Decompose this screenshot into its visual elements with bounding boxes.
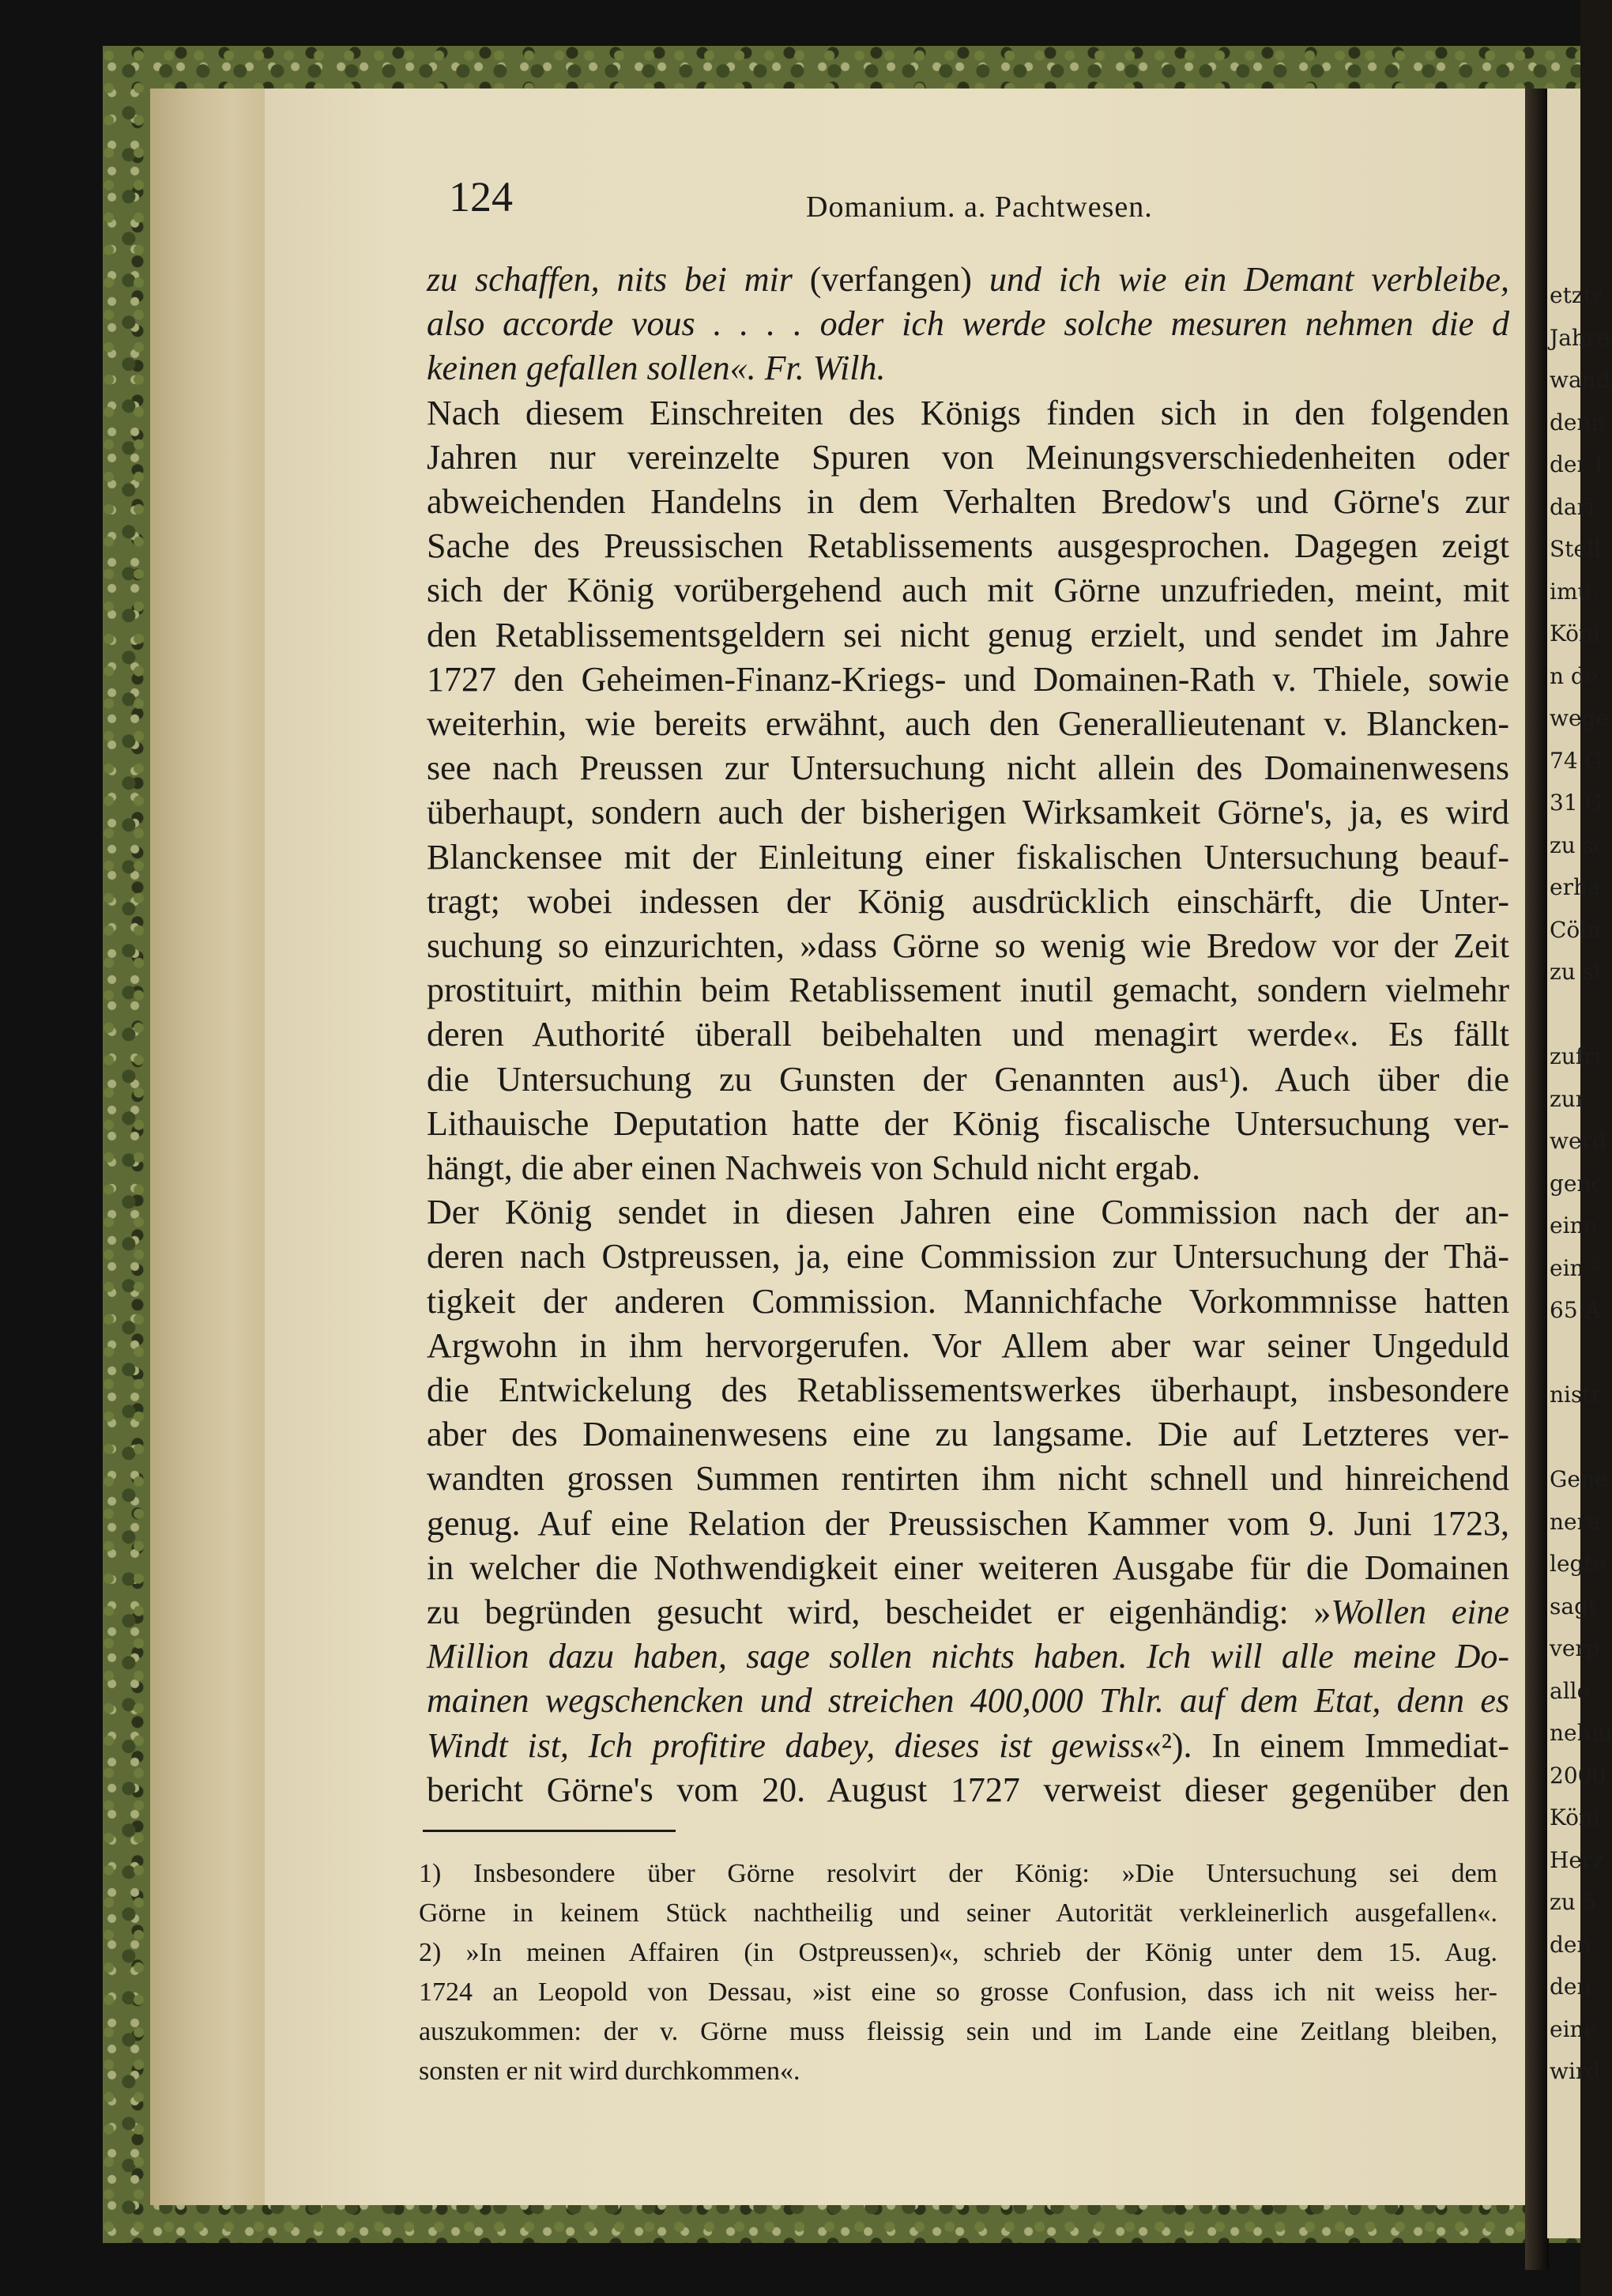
- footnote-line: 1) Insbesondere über Görne resolvirt der König: »Die Untersuchung sei dem: [419, 1859, 1497, 1888]
- text-segment: see nach Preussen zur Untersuchung nicht allein des Domainenwesens: [427, 748, 1509, 788]
- facing-page-fragment: erha: [1550, 874, 1601, 900]
- body-line: [427, 615, 1509, 655]
- facing-page-fragment: zu sc: [1550, 831, 1606, 858]
- text-segment: überhaupt, sondern auch der bisherigen Wirksamkeit Görne's, ja, es wird: [427, 793, 1509, 832]
- facing-page-fragment: der I: [1550, 451, 1603, 477]
- facing-page-fragment: den: [1550, 1931, 1591, 1958]
- footnotes: [419, 1859, 1497, 2120]
- body-line: [427, 1103, 1509, 1144]
- body-line: [427, 748, 1509, 788]
- italic-quote-segment: mainen wegschencken und streichen 400,000 Thlr. auf dem Etat, denn es: [427, 1681, 1509, 1721]
- text-segment: Sache des Preussischen Retablissements ausgesprochen. Dagegen zeigt: [427, 526, 1509, 566]
- text-segment: Lithauische Deputation hatte der König fiscalische Untersuchung ver-: [427, 1103, 1509, 1143]
- body-line: [427, 1458, 1509, 1499]
- body-line: [427, 1503, 1509, 1544]
- text-segment: in welcher die Nothwendigkeit einer weiteren Ausgabe für die Domainen: [427, 1548, 1509, 1587]
- body-text: [427, 259, 1509, 1808]
- facing-page-fragment: zu st: [1550, 959, 1603, 985]
- facing-page-fragment: denn: [1550, 409, 1606, 435]
- footnote-line: 1724 an Leopold von Dessau, »ist eine so grosse Confusion, dass ich nit weiss her-: [419, 1977, 1497, 2007]
- footnote-line: sonsten er nit wird durchkommen«.: [419, 2057, 800, 2086]
- body-line: [427, 526, 1509, 566]
- body-line: [427, 703, 1509, 744]
- facing-page-fragment: alle: [1550, 1677, 1591, 1704]
- text-segment: tigkeit der anderen Commission. Mannichfache Vorkommnisse hatten: [427, 1281, 1509, 1321]
- facing-page-fragment: etztz: [1550, 282, 1604, 308]
- text-segment: (verfangen): [809, 260, 989, 299]
- text-segment: Jahren nur vereinzelte Spuren von Meinungsverschiedenheiten oder: [427, 437, 1509, 477]
- body-line: [427, 481, 1509, 522]
- text-segment: den Retablissementsgeldern sei nicht genug erzielt, und sendet im Jahre: [427, 615, 1509, 654]
- body-line: [427, 259, 1509, 300]
- body-line: [427, 1192, 1509, 1232]
- text-segment: weiterhin, wie bereits erwähnt, auch den Generallieutenant v. Blancken-: [427, 704, 1509, 743]
- italic-quote-segment: und ich wie ein Demant verbleibe,: [989, 260, 1510, 299]
- text-segment: «²). In einem Immediat-: [1143, 1725, 1509, 1765]
- body-line: [427, 1592, 1509, 1632]
- facing-page-fragment: zufri: [1550, 1043, 1602, 1069]
- facing-page-fragment: n de: [1550, 662, 1599, 689]
- text-segment: Argwohn in ihm hervorgerufen. Vor Allem aber war seiner Ungeduld: [427, 1325, 1509, 1365]
- facing-page-fragment: Cöln: [1550, 916, 1602, 943]
- facing-page-fragment: 65 A: [1550, 1297, 1601, 1323]
- text-segment: genug. Auf eine Relation der Preussischen Kammer vom 9. Juni 1723,: [427, 1503, 1509, 1543]
- text-segment: 1727 den Geheimen-Finanz-Kriegs- und Domainen-Rath v. Thiele, sowie: [427, 659, 1509, 699]
- text-segment: abweichenden Handelns in dem Verhalten Bredow's und Görne's zur: [427, 482, 1509, 521]
- body-line: [427, 1370, 1509, 1410]
- italic-quote-segment: Wollen eine: [1331, 1593, 1510, 1631]
- facing-page-fragment: Gene: [1550, 1466, 1608, 1492]
- body-line: [427, 1636, 1509, 1676]
- footnote-line: 2) »In meinen Affairen (in Ostpreussen)«, schrieb der König unter dem 15. Aug.: [419, 1938, 1497, 1967]
- facing-page-fragment: sagt: [1550, 1593, 1598, 1619]
- italic-quote-segment: Million dazu haben, sage sollen nichts haben. Ich will alle meine Do-: [427, 1637, 1509, 1676]
- italic-quote-segment: Windt ist, Ich profitire dabey, dieses ist gewiss: [427, 1725, 1144, 1765]
- facing-page-fragment: 74 G: [1550, 747, 1603, 774]
- body-line: [427, 1014, 1509, 1054]
- body-line: [427, 1725, 1509, 1766]
- text-segment: die Untersuchung zu Gunsten der Genannten aus¹). Auch über die: [427, 1059, 1509, 1099]
- facing-page-fragment: 2000: [1550, 1762, 1606, 1789]
- text-segment: tragt; wobei indessen der König ausdrücklich einschärft, die Unter-: [427, 881, 1509, 921]
- italic-quote-segment: keinen gefallen sollen«. Fr. Wilh.: [427, 349, 886, 388]
- text-segment: deren Authorité überall beibehalten und menagirt werde«. Es fällt: [427, 1015, 1509, 1054]
- facing-page-fragment: Köni: [1550, 1804, 1601, 1830]
- facing-page-fragment: ein ²: [1550, 1254, 1600, 1281]
- body-line: [427, 1148, 1200, 1188]
- footnote-line: auszukommen: der v. Görne muss fleissig sein und im Lande eine Zeitlang bleiben,: [419, 2017, 1497, 2046]
- facing-page-fragment: wird: [1550, 2058, 1601, 2084]
- text-segment: suchung so einzurichten, »dass Görne so wenig wie Bredow vor der Zeit: [427, 926, 1509, 965]
- text-segment: aber des Domainenwesens eine zu langsame. Die auf Letzteres ver-: [427, 1415, 1509, 1454]
- italic-quote-segment: also accorde vous . . . . oder ich werde solche mesuren nehmen die d: [427, 304, 1509, 344]
- facing-page-fragment: eine: [1550, 1212, 1598, 1238]
- facing-page-fragment: den: [1550, 1974, 1591, 2000]
- facing-page-fragment: legte: [1550, 1551, 1606, 1577]
- facing-page-fragment: genc: [1550, 1170, 1604, 1197]
- text-segment: Blanckensee mit der Einleitung einer fiskalischen Untersuchung beauf-: [427, 837, 1509, 877]
- body-line: [427, 1325, 1509, 1366]
- book-gutter: [1525, 89, 1549, 2270]
- body-line: [427, 348, 885, 388]
- body-line: [427, 1059, 1509, 1099]
- text-segment: zu begründen gesucht wird, bescheidet er eigenhändig: »: [427, 1593, 1331, 1631]
- text-segment: sich der König vorübergehend auch mit Görne unzufrieden, meint, mit: [427, 571, 1509, 610]
- body-line: [427, 1236, 1509, 1276]
- facing-page-fragment: wege: [1550, 705, 1610, 731]
- facing-page-fragment: 31 G: [1550, 790, 1603, 816]
- facing-page-fragment: zu 5: [1550, 1889, 1597, 1915]
- body-line: [427, 926, 1509, 966]
- facing-page-fragment: verp: [1550, 1635, 1600, 1661]
- running-header: Domanium. a. Pachtwesen.: [806, 190, 1153, 224]
- body-line: [427, 437, 1509, 477]
- facing-page-fragment: dari: [1550, 493, 1595, 520]
- facing-page-fragment: Stell: [1550, 536, 1601, 562]
- facing-page-fragment: Köni: [1550, 620, 1601, 647]
- text-segment: deren nach Ostpreussen, ja, eine Commission zur Untersuchung der Thä-: [427, 1237, 1509, 1276]
- facing-page-fragment: Jahre: [1550, 324, 1610, 351]
- facing-page-fragment: nera: [1550, 1508, 1601, 1535]
- text-segment: bericht Görne's vom 20. August 1727 verweist dieser gegenüber den: [427, 1770, 1509, 1809]
- facing-page-fragment: zur: [1550, 1085, 1587, 1112]
- body-line: [427, 1281, 1509, 1321]
- text-segment: Der König sendet in diesen Jahren eine Commission nach der an-: [427, 1193, 1509, 1232]
- body-line: [427, 881, 1509, 922]
- footnote-line: Görne in keinem Stück nachtheilig und seiner Autorität verkleinerlich ausgefallen«.: [419, 1898, 1497, 1928]
- page-edges: [150, 89, 269, 2205]
- italic-quote-segment: zu schaffen, nits bei mir: [427, 260, 810, 299]
- body-line: [427, 1414, 1509, 1454]
- text-segment: prostituirt, mithin beim Retablissement inutil gemacht, sondern vielmehr: [427, 971, 1509, 1010]
- body-line: [427, 570, 1509, 610]
- body-line: [427, 1770, 1509, 1810]
- body-line: [427, 970, 1509, 1010]
- facing-page-edge: [1547, 89, 1612, 2238]
- footnote-rule: [423, 1830, 676, 1832]
- page-number: 124: [449, 173, 513, 221]
- facing-page-fragment: werd: [1550, 1128, 1606, 1154]
- facing-page-fragment: Herz: [1550, 1846, 1605, 1873]
- body-line: [427, 792, 1509, 832]
- facing-page-fragment: nistr: [1550, 1382, 1602, 1408]
- text-segment: Nach diesem Einschreiten des Königs finden sich in den folgenden: [427, 393, 1509, 432]
- facing-page-fragment: eine: [1550, 2015, 1598, 2042]
- body-line: [427, 393, 1509, 433]
- body-line: [427, 1680, 1509, 1721]
- body-line: [427, 1548, 1509, 1588]
- facing-page-fragment: imu.: [1550, 578, 1599, 605]
- body-line: [427, 659, 1509, 699]
- facing-page-fragment: wand: [1550, 367, 1610, 393]
- facing-page-fragment: nehm: [1550, 1720, 1612, 1746]
- body-line: [427, 303, 1509, 344]
- body-line: [427, 837, 1509, 877]
- text-segment: hängt, die aber einen Nachweis von Schuld nicht ergab.: [427, 1148, 1201, 1187]
- text-segment: die Entwickelung des Retablissementswerkes überhaupt, insbesondere: [427, 1370, 1509, 1409]
- text-segment: wandten grossen Summen rentirten ihm nicht schnell und hinreichend: [427, 1459, 1509, 1499]
